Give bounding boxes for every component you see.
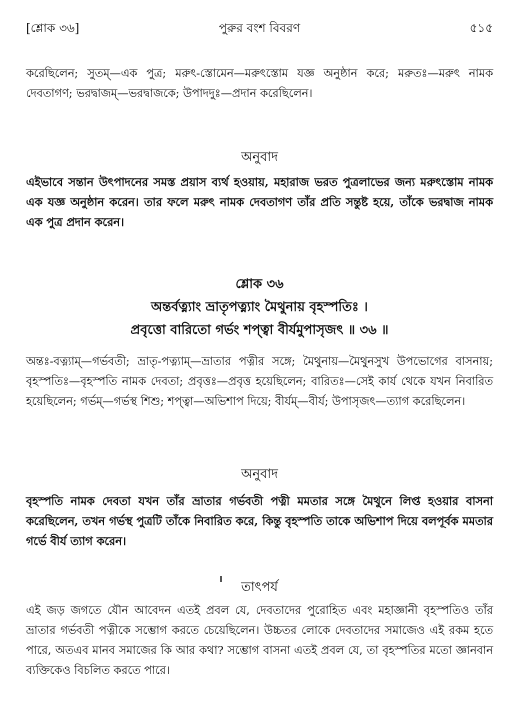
shloka-line-2: প্রবৃত্তো বারিতো গর্ভং শপ্ত্বা বীর্যমুপাসৃজৎ ॥ ৩৬ ॥	[130, 323, 389, 338]
anubad-heading-2: অনুবাদ	[241, 467, 278, 482]
shloka-title: শ্লোক ৩৬	[235, 277, 284, 292]
shloka-line-1: অন্তর্বত্ন্যাং ভ্রাতৃপত্ন্যাং মৈথুনায় বৃহস্পতিঃ ।	[151, 300, 368, 315]
page-header	[26, 20, 493, 40]
anubad-paragraph-2: বৃহস্পতি নামক দেবতা যখন তাঁর ভ্রাতার গর্ভবতী পত্নী মমতার সঙ্গে মৈথুনে লিপ্ত হওয়ার বাসনা করেছিলেন, তখন গর্ভস্থ পুত্রটি তাঁকে নিবারিত করে, কিন্তু বৃহস্পতি তাকে অভিশাপ দিয়ে বলপূর্বক মমতার গর্ভে বীর্য ত্যাগ করেন।	[26, 494, 493, 548]
anubad-paragraph-1: এইভাবে সন্তান উৎপাদনের সমস্ত প্রয়াস ব্যর্থ হওয়ায়, মহারাজ ভরত পুত্রলাভের জন্য মরুৎস্তোম নামক এক যজ্ঞ অনুষ্ঠান করেন। তার ফলে মরুৎ নামক দেবতাগণ তাঁর প্রতি সন্তুষ্ট হয়ে, তাঁকে ভরদ্বাজ নামক এক পুত্র প্রদান করেন।	[26, 175, 493, 229]
tatparya-paragraph: এই জড় জগতে যৌন আবেদন এতই প্রবল যে, দেবতাদের পুরোহিত এবং মহাজ্ঞানী বৃহস্পতিও তাঁর ভ্রাতার গর্ভবতী পত্নীকে সম্ভোগ করতে চেয়েছিলেন। উচ্চতর লোকে দেবতাদের সমাজেও এই রকম হতে পারে, অতএব মানব সমাজের কি আর কথা? সম্ভোগ বাসনা এতই প্রবল যে, তা বৃহস্পতির মতো জ্ঞানবান ব্যক্তিকেও বিচলিত করতে পারে।	[26, 604, 493, 677]
header-verse-ref: [শ্লোক ৩৬]	[26, 21, 80, 35]
synonyms-paragraph-2: অন্তঃ-বত্ন্যাম্—গর্ভবতী; ভ্রাতৃ-পত্ন্যাম্—ভ্রাতার পত্নীর সঙ্গে; মৈথুনায়—মৈথুনসুখ উপভোগের বাসনায়; বৃহস্পতিঃ—বৃহস্পতি নামক দেবতা; প্রবৃত্তঃ—প্রবৃত্ত হয়েছিলেন; বারিতঃ—সেই কার্য থেকে যখন নিবারিত হয়েছিলেন; গর্ভম্—গর্ভস্থ শিশু; শপ্ত্বা—অভিশাপ দিয়ে; বীর্যম্—বীর্য; উপাসৃজৎ—ত্যাগ করেছিলেন।	[26, 355, 493, 408]
header-chapter-title: পুরুর বংশ বিবরণ	[218, 21, 301, 35]
synonyms-top-paragraph: করেছিলেন; সুতম্—এক পুত্র; মরুৎ-স্তোমেন—মরুৎস্তোম যজ্ঞ অনুষ্ঠান করে; মরুতঃ—মরুৎ নামক দেবতাগণ; ভরদ্বাজম্—ভরদ্বাজকে; উপাদদুঃ—প্রদান করেছিলেন।	[26, 67, 493, 100]
header-page-number: ৫১৫	[469, 21, 493, 35]
anubad-heading-1: অনুবাদ	[241, 150, 278, 165]
tatparya-heading: তাৎপর্য	[241, 580, 278, 595]
